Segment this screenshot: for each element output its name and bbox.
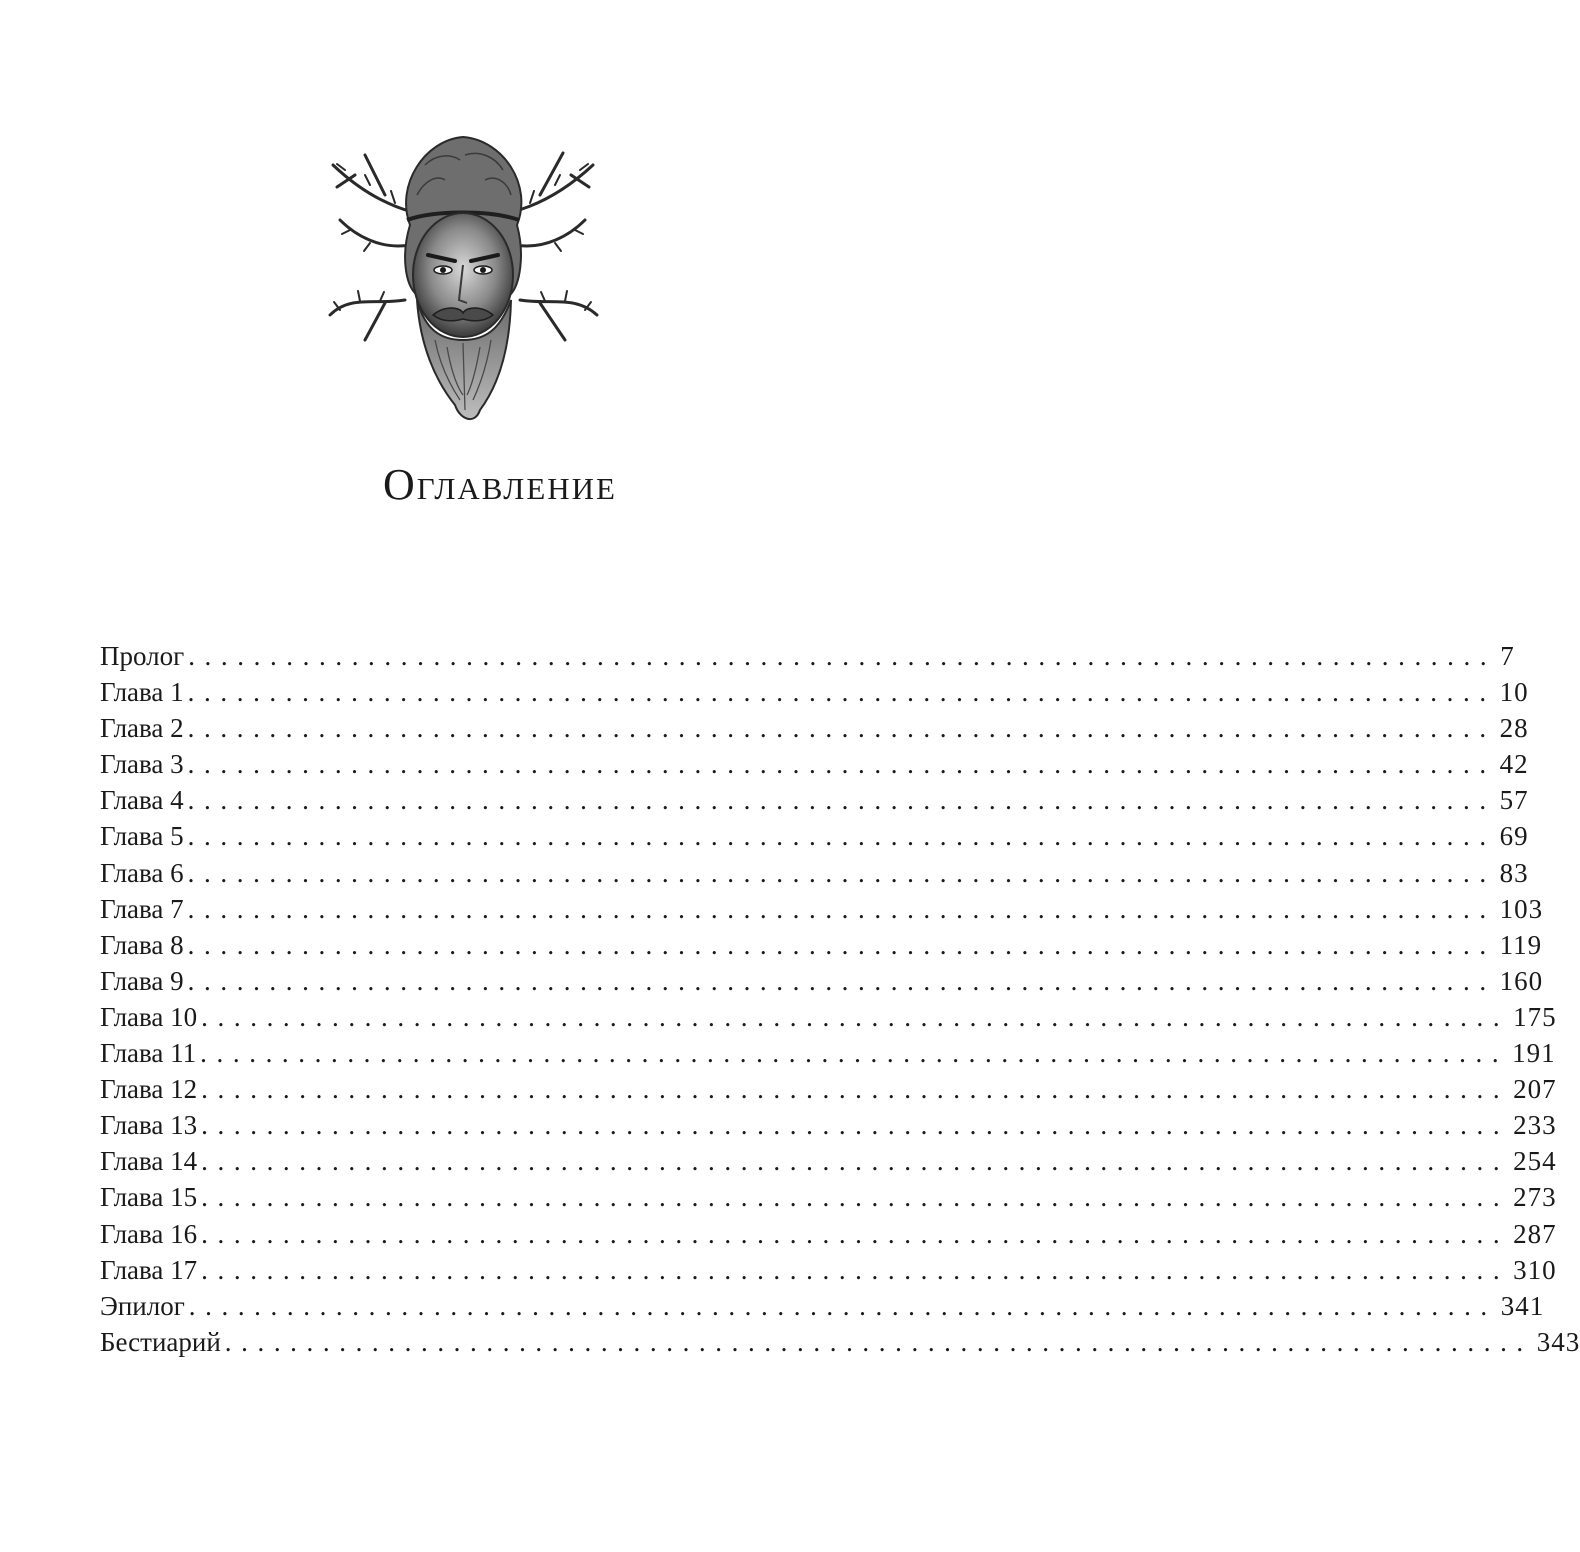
toc-entry-label: Глава 4 xyxy=(100,785,184,816)
toc-entry[interactable] xyxy=(100,1252,1557,1288)
toc-entry-page-number: 175 xyxy=(1513,1001,1557,1032)
toc-entry-label: Глава 1 xyxy=(100,677,184,708)
dot-leader: ................................................................................ xyxy=(201,1182,1510,1213)
toc-entry-label: Глава 6 xyxy=(100,857,184,888)
dot-leader: ................................................................................ xyxy=(224,1326,1533,1357)
toc-entry[interactable] xyxy=(100,855,1529,891)
toc-entry[interactable] xyxy=(100,999,1557,1035)
dot-leader: ................................................................................ xyxy=(187,929,1496,960)
dot-leader: ................................................................................ xyxy=(187,893,1496,924)
dot-leader: ................................................................................ xyxy=(188,1290,1497,1321)
toc-entry[interactable] xyxy=(100,782,1529,818)
toc-entry-page-number: 42 xyxy=(1499,749,1529,780)
toc-entry-page-number: 160 xyxy=(1499,965,1544,996)
dot-leader: ................................................................................ xyxy=(187,749,1496,780)
toc-entry-label: Пролог xyxy=(100,641,185,671)
toc-entry-page-number: 119 xyxy=(1499,929,1543,960)
toc-entry[interactable] xyxy=(100,891,1544,927)
toc-entry[interactable] xyxy=(100,1071,1557,1107)
toc-entry[interactable] xyxy=(100,638,1515,674)
toc-entry-label: Глава 14 xyxy=(100,1146,198,1177)
toc-entry-page-number: 207 xyxy=(1513,1074,1557,1105)
toc-entry-label: Глава 10 xyxy=(100,1001,198,1032)
toc-entry[interactable] xyxy=(100,818,1529,854)
dot-leader: ................................................................................ xyxy=(201,1146,1510,1177)
toc-entry[interactable] xyxy=(100,1035,1556,1071)
toc-entry-label: Глава 13 xyxy=(100,1110,198,1141)
toc-entry-page-number: 83 xyxy=(1499,857,1529,888)
bearded-face-thorn-crown-icon xyxy=(325,125,600,430)
toc-entry-page-number: 233 xyxy=(1513,1110,1557,1141)
dot-leader: ................................................................................ xyxy=(200,1038,1509,1069)
toc-entry-page-number: 273 xyxy=(1513,1182,1557,1213)
toc-entry[interactable] xyxy=(100,1216,1557,1252)
toc-entry[interactable] xyxy=(100,674,1529,710)
toc-entry-label: Глава 2 xyxy=(100,713,184,744)
toc-entry-label: Глава 7 xyxy=(100,893,184,924)
toc-entry-label: Глава 17 xyxy=(100,1254,198,1285)
toc-entry-label: Глава 16 xyxy=(100,1218,198,1249)
toc-entry-label: Эпилог xyxy=(100,1290,185,1321)
toc-entry-page-number: 103 xyxy=(1499,893,1544,924)
dot-leader: ................................................................................ xyxy=(187,965,1496,996)
toc-entry-page-number: 310 xyxy=(1513,1254,1557,1285)
toc-entry-page-number: 7 xyxy=(1500,641,1515,671)
dot-leader: ................................................................................ xyxy=(188,641,1497,671)
toc-entry[interactable] xyxy=(100,1107,1557,1143)
dot-leader: ................................................................................ xyxy=(187,677,1496,708)
table-of-contents xyxy=(100,638,1580,1360)
toc-entry[interactable] xyxy=(100,927,1543,963)
toc-entry[interactable] xyxy=(100,1179,1557,1215)
page-title: Оглавление xyxy=(383,460,617,509)
toc-entry[interactable] xyxy=(100,1288,1545,1324)
toc-entry-label: Бестиарий xyxy=(100,1326,221,1357)
toc-entry-label: Глава 12 xyxy=(100,1074,198,1105)
toc-entry[interactable] xyxy=(100,1324,1580,1360)
toc-entry-label: Глава 5 xyxy=(100,821,184,852)
toc-entry-page-number: 343 xyxy=(1536,1326,1580,1357)
toc-entry-label: Глава 8 xyxy=(100,929,184,960)
toc-entry-label: Глава 15 xyxy=(100,1182,198,1213)
dot-leader: ................................................................................ xyxy=(187,857,1496,888)
dot-leader: ................................................................................ xyxy=(201,1110,1510,1141)
dot-leader: ................................................................................ xyxy=(201,1001,1510,1032)
toc-entry-page-number: 10 xyxy=(1499,677,1529,708)
toc-entry-page-number: 191 xyxy=(1512,1038,1556,1069)
toc-entry-label: Глава 9 xyxy=(100,965,184,996)
toc-entry-page-number: 28 xyxy=(1499,713,1529,744)
toc-entry[interactable] xyxy=(100,963,1544,999)
dot-leader: ................................................................................ xyxy=(201,1254,1510,1285)
dot-leader: ................................................................................ xyxy=(201,1074,1510,1105)
toc-entry[interactable] xyxy=(100,710,1529,746)
toc-entry-label: Глава 3 xyxy=(100,749,184,780)
toc-entry[interactable] xyxy=(100,746,1529,782)
toc-entry-page-number: 287 xyxy=(1513,1218,1557,1249)
toc-entry-label: Глава 11 xyxy=(100,1038,197,1069)
toc-entry-page-number: 57 xyxy=(1499,785,1529,816)
toc-entry-page-number: 341 xyxy=(1500,1290,1545,1321)
dot-leader: ................................................................................ xyxy=(187,785,1496,816)
toc-entry-page-number: 254 xyxy=(1513,1146,1557,1177)
dot-leader: ................................................................................ xyxy=(201,1218,1510,1249)
toc-entry-page-number: 69 xyxy=(1499,821,1529,852)
dot-leader: ................................................................................ xyxy=(187,713,1496,744)
toc-entry[interactable] xyxy=(100,1143,1557,1179)
dot-leader: ................................................................................ xyxy=(187,821,1496,852)
